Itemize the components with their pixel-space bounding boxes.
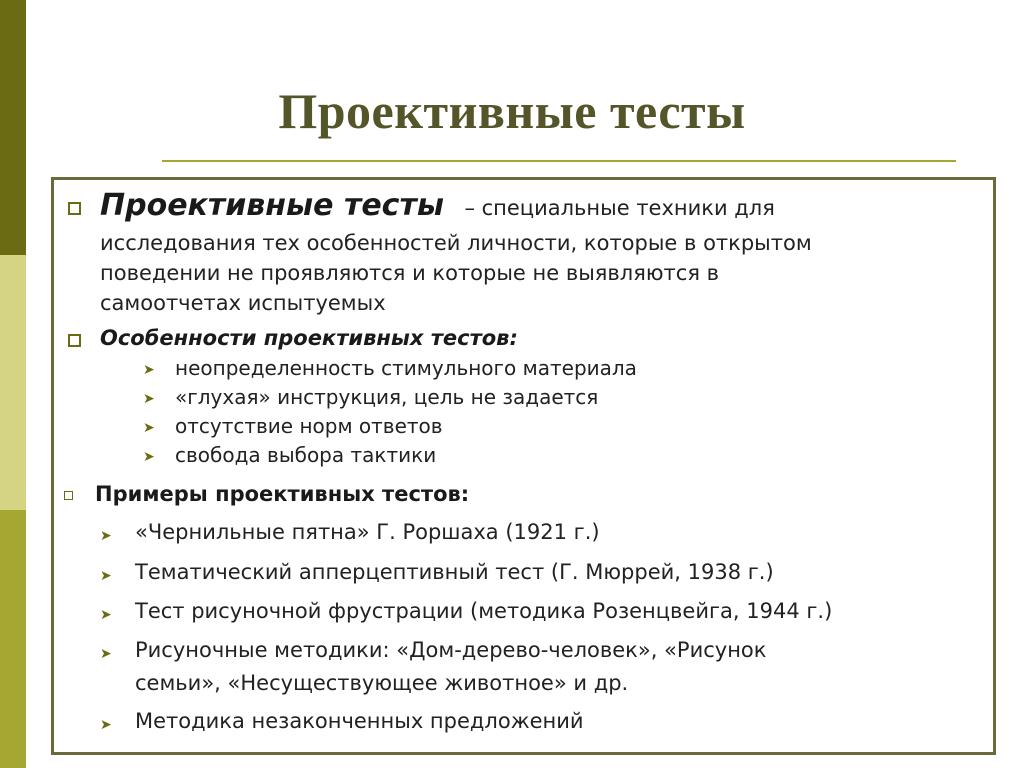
- chevron-right-icon: ➤: [143, 420, 155, 436]
- feature-item: неопределенность стимульного материала: [175, 356, 637, 380]
- definition-dash-text: – специальные техники для: [464, 196, 775, 220]
- hollow-square-icon: [64, 491, 73, 500]
- left-stripe-middle: [0, 255, 26, 510]
- definition-term: [100, 188, 775, 223]
- example-item: «Чернильные пятна» Г. Роршаха (1921 г.): [135, 520, 600, 544]
- definition-line: самоотчетах испытуемых: [100, 291, 386, 315]
- hollow-square-icon: [68, 202, 81, 215]
- title-underline: [162, 160, 956, 162]
- definition-line: поведении не проявляются и которые не выявляются в: [100, 261, 720, 285]
- example-item: Методика незаконченных предложений: [135, 709, 584, 733]
- chevron-right-icon: ➤: [100, 646, 112, 662]
- chevron-right-icon: ➤: [143, 391, 155, 407]
- chevron-right-icon: ➤: [100, 528, 112, 544]
- left-stripe-top: [0, 0, 26, 255]
- hollow-square-icon: [68, 334, 81, 347]
- example-item: Тематический апперцептивный тест (Г. Мюррей, 1938 г.): [135, 560, 774, 584]
- example-item: Рисуночные методики: «Дом-дерево-человек», «Рисунок: [135, 638, 767, 662]
- feature-item: свобода выбора тактики: [175, 443, 437, 467]
- example-item-continuation: семьи», «Несуществующее животное» и др.: [135, 671, 629, 695]
- left-stripe-bottom: [0, 510, 26, 768]
- chevron-right-icon: ➤: [100, 568, 112, 584]
- chevron-right-icon: ➤: [143, 449, 155, 465]
- examples-heading: Примеры проективных тестов:: [95, 482, 470, 506]
- chevron-right-icon: ➤: [143, 362, 155, 378]
- definition-line: исследования тех особенностей личности, которые в открытом: [100, 231, 812, 255]
- definition-term-text: Проективные тесты: [100, 188, 444, 223]
- chevron-right-icon: ➤: [100, 607, 112, 623]
- chevron-right-icon: ➤: [100, 717, 112, 733]
- features-heading: Особенности проективных тестов:: [100, 326, 518, 350]
- feature-item: «глухая» инструкция, цель не задается: [175, 385, 599, 409]
- example-item: Тест рисуночной фрустрации (методика Розенцвейга, 1944 г.): [135, 599, 833, 623]
- feature-item: отсутствие норм ответов: [175, 414, 443, 438]
- slide-title: Проективные тесты: [278, 83, 746, 139]
